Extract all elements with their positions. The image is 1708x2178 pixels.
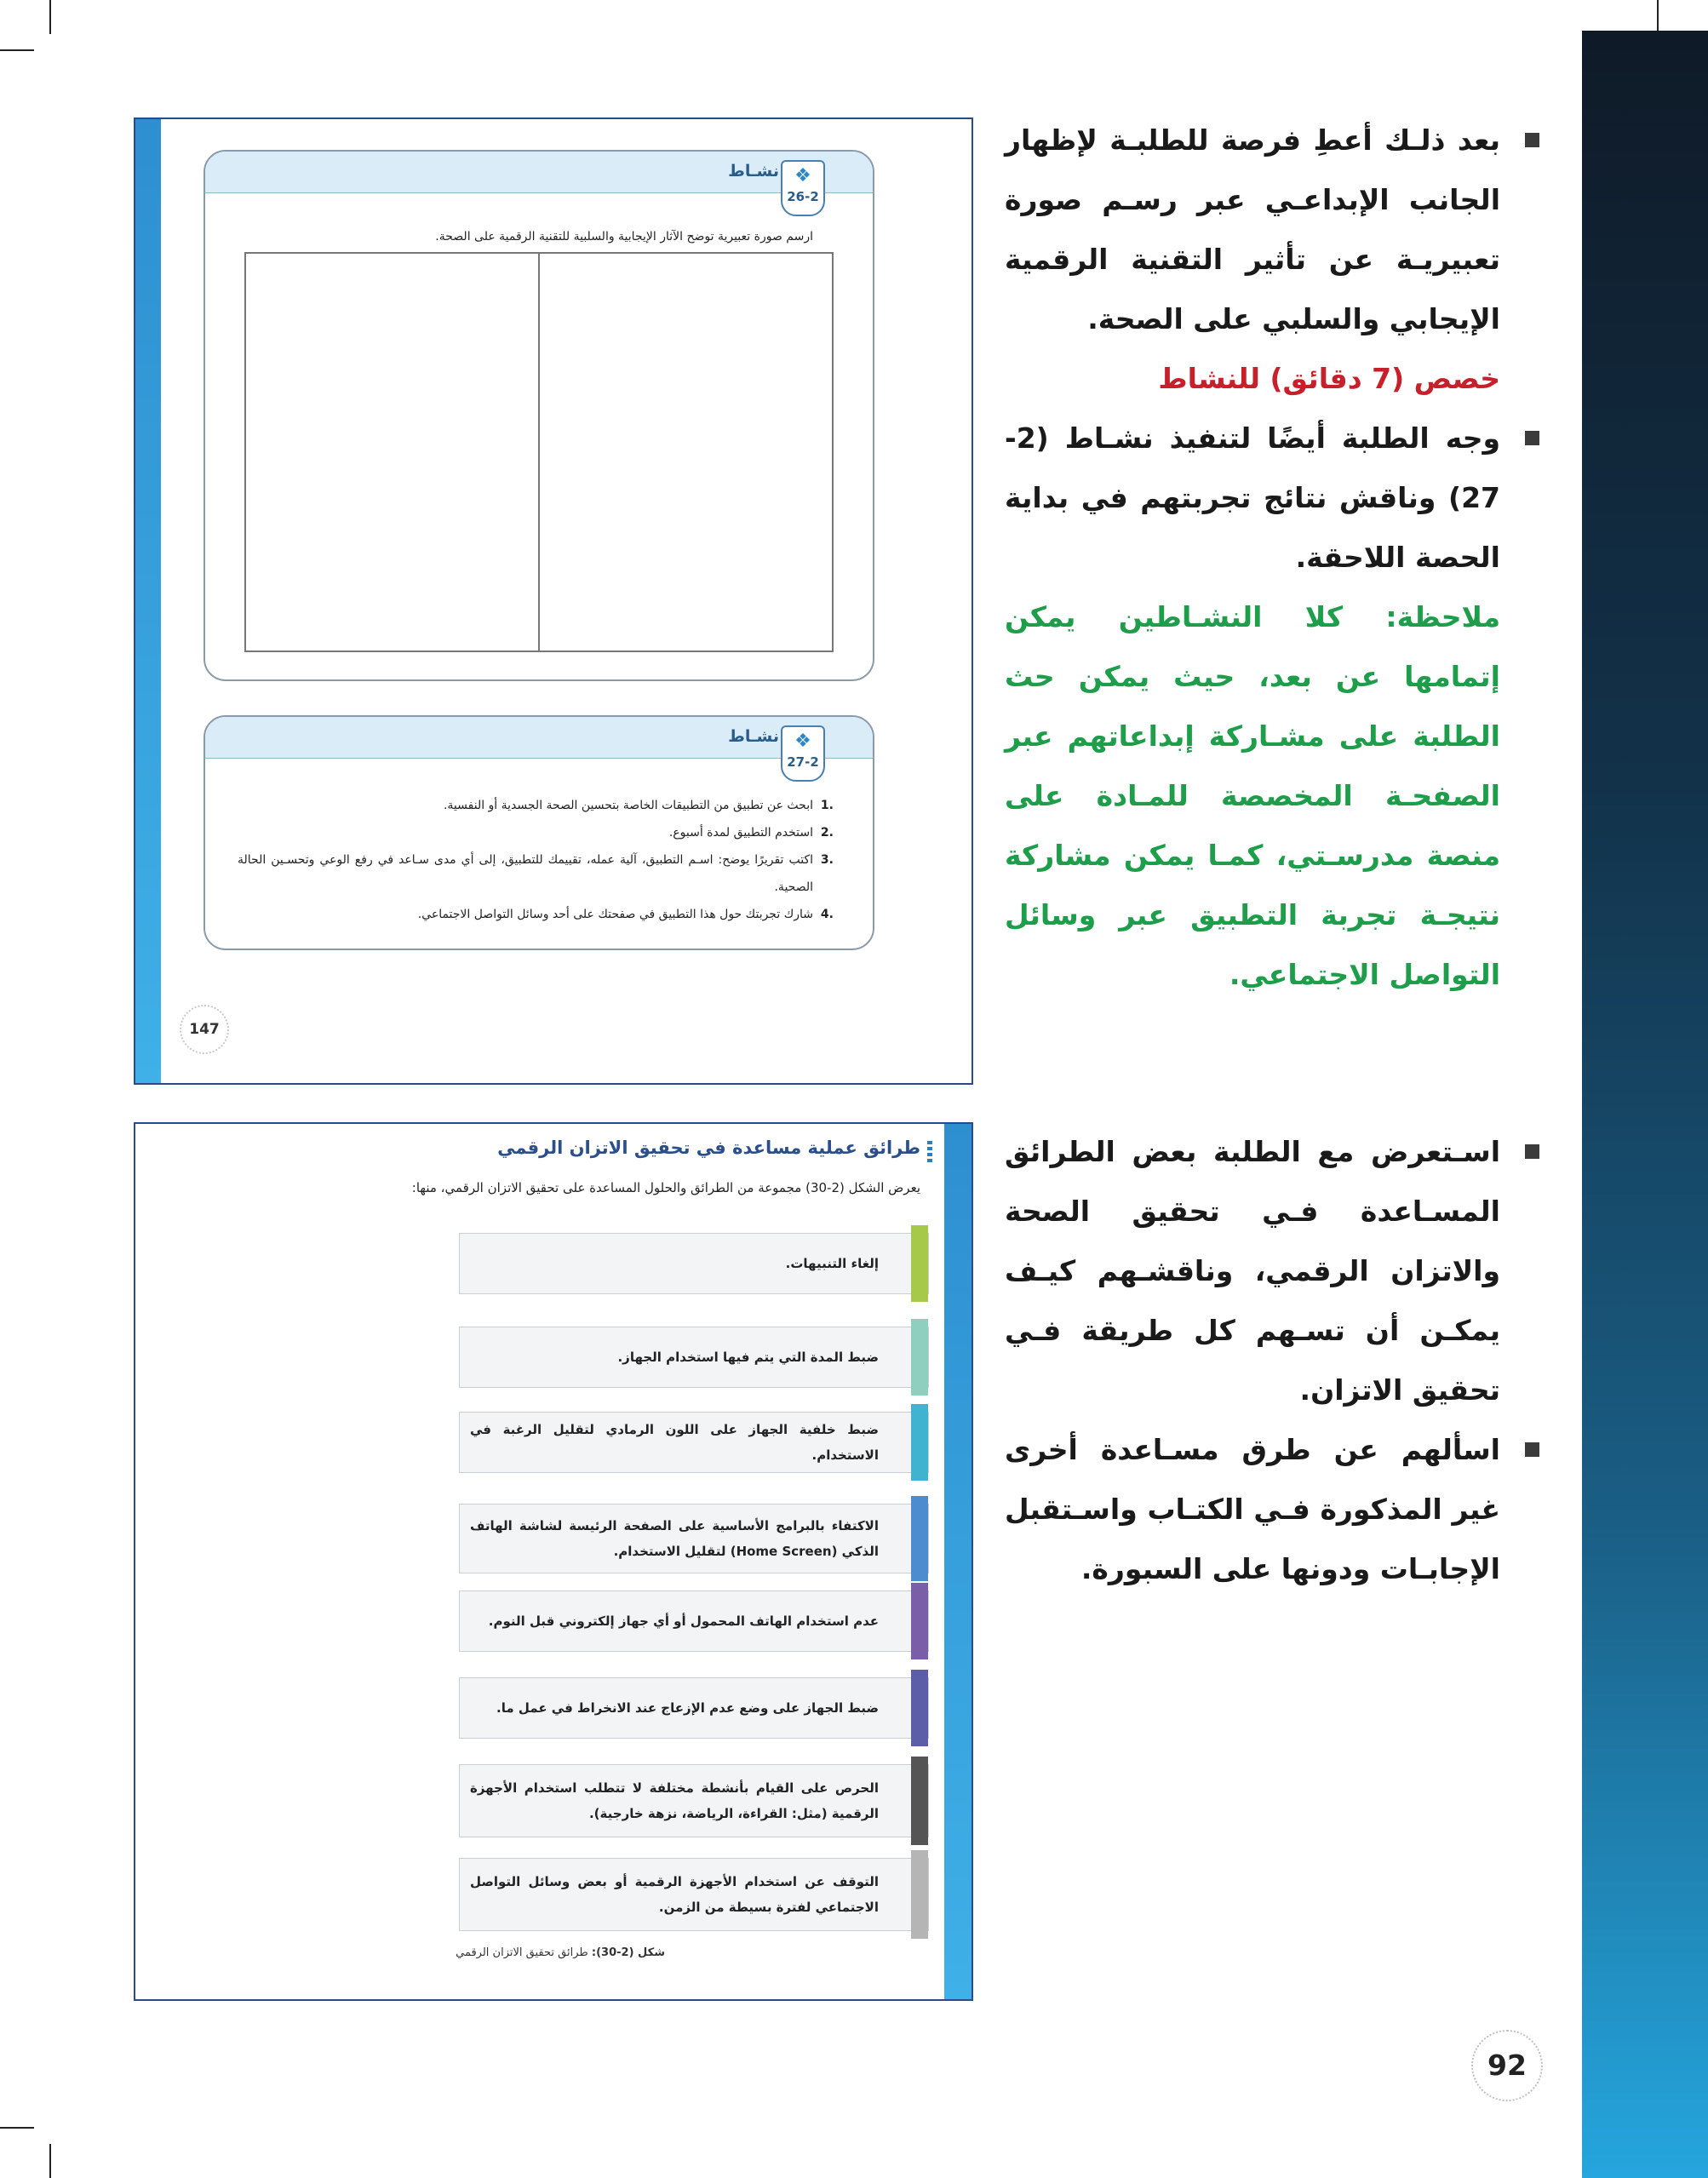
activity-badge bbox=[781, 160, 825, 216]
crop-mark bbox=[49, 2144, 51, 2178]
activity-icon: ❖ bbox=[794, 165, 811, 186]
step-box bbox=[459, 1412, 929, 1473]
teacher-notes-block-1 bbox=[1005, 111, 1541, 1005]
step-box bbox=[459, 1764, 929, 1837]
page-side-strip bbox=[944, 1124, 971, 1999]
item-number: .2 bbox=[820, 826, 834, 840]
instruction-bullet: اسألهم عن طرق مسـاعدة أخرى غير المذكورة فـي الكتـاب واسـتقبل الإجابـات ودونها على السبورة. bbox=[1005, 1420, 1541, 1599]
decorative-sidebar bbox=[1582, 31, 1708, 2178]
item-number: .4 bbox=[820, 908, 834, 921]
crop-mark bbox=[49, 0, 51, 34]
step-text: الحرص على القيام بأنشطة مختلفة لا تتطلب استخدام الأجهزة الرقمية (مثل: القراءة، الرياضة، نزهة خارجية). bbox=[470, 1780, 879, 1821]
step-text: الاكتفاء بالبرامج الأساسية على الصفحة الرئيسة لشاشة الهاتف الذكي (Home Screen) لتقليل الاستخدام. bbox=[470, 1518, 879, 1559]
instruction-bullet: وجه الطلبة أيضًا لتنفيذ نشـاط (2-27) وناقش نتائج تجربتهم في بداية الحصة اللاحقة. bbox=[1005, 409, 1541, 587]
drawing-area bbox=[244, 252, 834, 652]
page-number: 92 bbox=[1471, 2030, 1543, 2101]
step-box bbox=[459, 1858, 929, 1931]
step-box bbox=[459, 1677, 929, 1739]
step-color-bar bbox=[911, 1225, 928, 1302]
item-text: شارك تجربتك حول هذا التطبيق في صفحتك على أحد وسائل التواصل الاجتماعي. bbox=[417, 908, 813, 921]
activity-box bbox=[203, 715, 874, 950]
activity-header bbox=[205, 717, 873, 759]
crop-mark bbox=[1657, 0, 1659, 34]
item-text: اكتب تقريرًا يوضح: اسـم التطبيق، آلية عمله، تقييمك للتطبيق، إلى أي مدى سـاعد في رفع الوعي وتحسـين الحالة الصحية. bbox=[238, 853, 813, 894]
list-item bbox=[238, 846, 834, 901]
activity-list bbox=[238, 792, 834, 928]
activity-title: نشـاط bbox=[728, 162, 779, 181]
activity-header bbox=[205, 152, 873, 193]
item-number: .1 bbox=[820, 799, 834, 812]
list-item bbox=[238, 819, 834, 846]
item-text: ابحث عن تطبيق من التطبيقات الخاصة بتحسين الصحة الجسدية أو النفسية. bbox=[443, 799, 813, 812]
step-box bbox=[459, 1327, 929, 1388]
activity-box bbox=[203, 150, 874, 681]
activity-instruction: ارسم صورة تعبيرية توضح الآثار الإيجابية والسلبية للتقنية الرقمية على الصحة. bbox=[435, 230, 813, 244]
step-text: ضبط الجهاز على وضع عدم الإزعاج عند الانخراط في عمل ما. bbox=[496, 1700, 879, 1716]
activity-icon: ❖ bbox=[794, 731, 811, 752]
time-allocation: خصص (7 دقائق) للنشاط bbox=[1158, 362, 1500, 395]
teacher-notes-block-2 bbox=[1005, 1122, 1541, 1599]
book-page-excerpt-bottom bbox=[134, 1122, 973, 2001]
instruction-bullet: بعد ذلـك أعطِ فرصة للطلبـة لإظهار الجانب الإبداعـي عبر رسـم صورة تعبيريـة عن تأثير التقنية الرقمية الإيجابي والسلبي على الصحة. bbox=[1005, 111, 1541, 349]
step-text: ضبط المدة التي يتم فيها استخدام الجهاز. bbox=[617, 1350, 879, 1365]
figure-caption-label: شكل (2-30): bbox=[591, 1946, 665, 1959]
activity-number: 26-2 bbox=[787, 189, 819, 204]
step-text: التوقف عن استخدام الأجهزة الرقمية أو بعض وسائل التواصل الاجتماعي لفترة بسيطة من الزمن. bbox=[470, 1874, 879, 1915]
book-page-excerpt-top bbox=[134, 117, 973, 1085]
step-text: إلغاء التنبيهات. bbox=[785, 1256, 879, 1271]
step-box bbox=[459, 1233, 929, 1294]
activity-badge bbox=[781, 725, 825, 782]
item-text: استخدم التطبيق لمدة أسبوع. bbox=[668, 826, 813, 840]
section-intro: يعرض الشكل (2-30) مجموعة من الطرائق والحلول المساعدة على تحقيق الاتزان الرقمي، منها: bbox=[411, 1180, 920, 1195]
book-page-number: 147 bbox=[180, 1005, 229, 1054]
drawing-divider bbox=[538, 254, 540, 651]
activity-title: نشـاط bbox=[728, 727, 779, 746]
section-heading-marker bbox=[927, 1141, 932, 1165]
note-text: ملاحظة: كلا النشـاطين يمكن إتمامها عن بعد، حيث يمكن حث الطلبة على مشـاركة إبداعاتهم عبر الصفحـة المخصصة للمـادة على منصة مدرسـتي، كمـا يمكن مشاركة نتيجـة تجربة التطبيق عبر وسائل التواصل الاجتماعي. bbox=[1005, 600, 1500, 991]
crop-mark bbox=[0, 49, 34, 51]
step-color-bar bbox=[911, 1583, 928, 1659]
step-text: ضبط خلفية الجهاز على اللون الرمادي لتقليل الرغبة في الاستخدام. bbox=[470, 1422, 879, 1463]
list-item bbox=[238, 901, 834, 928]
crop-mark bbox=[0, 2127, 34, 2129]
figure-caption-text: طرائق تحقيق الاتزان الرقمي bbox=[456, 1946, 588, 1959]
instruction-bullet: اسـتعرض مع الطلبة بعض الطرائق المسـاعدة فـي تحقيق الصحة والاتزان الرقمي، وناقشـهم كيـف يمكـن أن تسـهم كل طريقة فـي تحقيق الاتزان. bbox=[1005, 1122, 1541, 1420]
figure-caption bbox=[456, 1946, 665, 1959]
item-number: .3 bbox=[820, 853, 834, 867]
step-box bbox=[459, 1504, 929, 1573]
activity-number: 27-2 bbox=[787, 754, 819, 770]
step-color-bar bbox=[911, 1670, 928, 1746]
step-text: عدم استخدام الهاتف المحمول أو أي جهاز إلكتروني قبل النوم. bbox=[488, 1613, 879, 1629]
step-color-bar bbox=[911, 1496, 928, 1581]
step-color-bar bbox=[911, 1757, 928, 1845]
step-color-bar bbox=[911, 1319, 928, 1396]
page-side-strip bbox=[135, 119, 161, 1083]
section-heading: طرائق عملية مساعدة في تحقيق الاتزان الرقمي bbox=[497, 1138, 920, 1158]
step-box bbox=[459, 1591, 929, 1652]
step-color-bar bbox=[911, 1404, 928, 1481]
step-color-bar bbox=[911, 1850, 928, 1939]
list-item bbox=[238, 792, 834, 819]
